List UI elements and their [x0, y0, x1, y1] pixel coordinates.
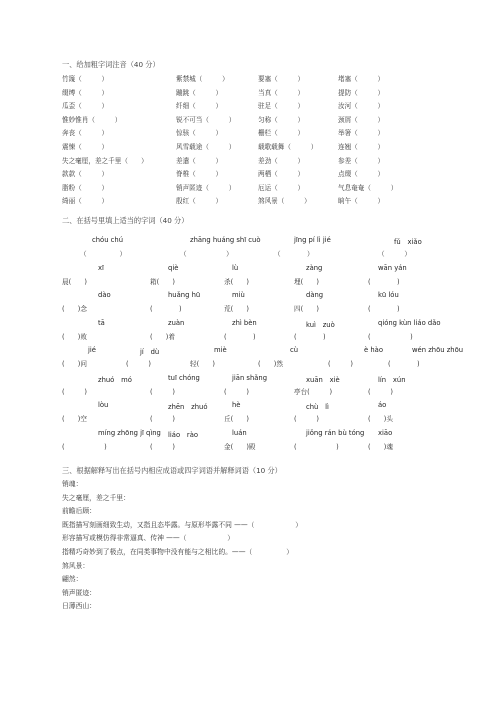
pinyin-item: zhāng huáng shī cuò: [190, 236, 261, 244]
blank-item[interactable]: ( ): [388, 360, 420, 368]
definition-line: 日薄西山：: [62, 602, 96, 611]
pinyin-item: chù lì: [306, 403, 329, 411]
blank-item[interactable]: ( )着: [150, 332, 175, 341]
blank-item[interactable]: （ ）: [180, 250, 233, 258]
definition-line: 指精巧奇妙到了极点，在同类事物中没有能与之相比的。——（ ）: [62, 548, 294, 556]
pinyin-item: lín xún: [378, 375, 406, 384]
pinyin-item: fǔ xiǎo: [394, 238, 422, 246]
pinyin-item: xī: [98, 263, 104, 272]
pinyin-item: cù: [290, 346, 299, 354]
pinyin-item: wān yán: [378, 263, 407, 272]
vocab-item: 晌午（ ）: [338, 197, 385, 206]
vocab-item: 紫禁城（ ）: [176, 75, 229, 83]
vocab-item: 绮丽（ ）: [62, 197, 109, 206]
pinyin-item: jí dù: [140, 348, 160, 356]
pinyin-item: tuī chóng: [168, 373, 200, 382]
definition-line: 失之毫厘，差之千里：: [62, 493, 130, 502]
vocab-item: 锐不可当（ ）: [176, 115, 236, 124]
blank-item[interactable]: ( ): [368, 277, 400, 286]
pinyin-item: zàng: [306, 263, 323, 272]
vocab-item: 参差（ ）: [338, 156, 385, 165]
pinyin-item: miù: [232, 291, 245, 299]
blank-item[interactable]: ( ): [62, 387, 87, 396]
vocab-item: 蹦跳（ ）: [176, 88, 223, 97]
pinyin-item: qiè: [168, 263, 179, 272]
pinyin-item: xiāo: [378, 428, 393, 437]
vocab-item: 差劲（ ）: [258, 156, 305, 165]
pinyin-item: liáo rào: [168, 430, 199, 439]
blank-item[interactable]: ( ): [294, 442, 339, 451]
vocab-item: 驻足（ ）: [258, 102, 305, 111]
section3-title: 三、根据解释写出在括号内相应成语或四字词语并解释词语（10 分）: [62, 466, 282, 475]
blank-item[interactable]: 埋( ): [294, 277, 319, 286]
pinyin-item: luán: [232, 428, 247, 437]
vocab-item: 点缀（ ）: [338, 170, 385, 179]
definition-line: 销声匿迹：: [62, 588, 96, 597]
blank-item[interactable]: 丘( ): [224, 415, 249, 423]
vocab-item: 当真（ ）: [258, 88, 305, 97]
pinyin-item: hè: [232, 401, 241, 409]
pinyin-item: zhì bèn: [232, 318, 257, 327]
vocab-item: 颈屑（ ）: [338, 115, 385, 124]
pinyin-item: miè: [214, 346, 227, 354]
blank-item[interactable]: ( ): [368, 387, 393, 396]
definition-line: 销魂：: [62, 480, 83, 488]
vocab-item: 瓜歪（ ）: [62, 102, 109, 111]
vocab-item: 脊椎（ ）: [176, 170, 223, 179]
vocab-item: 堵塞（ ）: [338, 75, 385, 83]
section2-title: 二、在括号里填上适当的字词（40 分）: [62, 216, 189, 225]
vocab-item: 气息奄奄（ ）: [338, 183, 398, 192]
pinyin-item: míng zhōng jī qìng: [98, 428, 161, 437]
vocab-item: 栅栏（ ）: [258, 129, 305, 138]
pinyin-item: xuān xiè: [306, 375, 340, 384]
vocab-item: 连翘（ ）: [338, 143, 385, 151]
vocab-item: 惟妙惟肖（ ）: [62, 115, 122, 124]
blank-item[interactable]: ( ): [150, 442, 175, 451]
blank-item[interactable]: ( ): [368, 332, 413, 341]
vocab-item: 缀缚（ ）: [62, 88, 109, 97]
pinyin-item: dàng: [306, 291, 324, 299]
vocab-item: 举箸（ ）: [338, 129, 385, 138]
vocab-item: 销声匿迹（ ）: [176, 183, 236, 192]
pinyin-item: jīng pí lì jié: [294, 236, 331, 244]
pinyin-item: zhēn zhuó: [168, 403, 208, 411]
vocab-item: 两栖（ ）: [258, 170, 305, 179]
blank-item[interactable]: （ ）: [378, 250, 411, 258]
vocab-item: 竹篾（ ）: [62, 75, 109, 83]
pinyin-item: kuì zuò: [306, 320, 335, 329]
pinyin-item: huǎng hū: [168, 291, 201, 299]
blank-item[interactable]: ( ): [126, 360, 151, 368]
blank-item[interactable]: ( ): [62, 442, 107, 451]
vocab-item: 汝河（ ）: [338, 102, 385, 111]
blank-item[interactable]: ( )魂: [368, 442, 393, 451]
pinyin-item: è hào: [364, 346, 383, 354]
pinyin-item: jiān shǎng: [232, 373, 268, 382]
vocab-item: 匀称（ ）: [258, 115, 305, 124]
vocab-item: 提防（ ）: [338, 88, 385, 97]
vocab-item: 惊骇（ ）: [176, 129, 223, 138]
blank-item[interactable]: ( ): [368, 305, 400, 313]
vocab-item: 厄运（ ）: [258, 183, 305, 192]
pinyin-item: jié: [88, 346, 96, 354]
blank-item[interactable]: ( ): [294, 415, 319, 423]
blank-item[interactable]: 四( ): [294, 305, 319, 313]
pinyin-item: dào: [98, 291, 111, 299]
blank-item[interactable]: ( ): [224, 332, 256, 341]
blank-item[interactable]: ( ): [150, 387, 175, 396]
vocab-item: 风雪载途（ ）: [176, 143, 236, 151]
pinyin-item: jiǒng rán bù tóng: [306, 428, 365, 437]
pinyin-item: chóu chú: [92, 236, 124, 244]
pinyin-item: tā: [98, 318, 105, 327]
vocab-item: 奔丧（ ）: [62, 129, 109, 138]
blank-item[interactable]: 亭台( ): [294, 387, 333, 396]
blank-item[interactable]: ( )问: [62, 360, 87, 368]
definition-line: 既指描写刻画细致生动，又指且态毕露。与原形毕露不同 ——（ ）: [62, 520, 303, 529]
blank-item[interactable]: 荒( ): [224, 305, 249, 313]
vocab-item: 煞风景（ ）: [258, 197, 311, 206]
pinyin-item: zhuó mó: [98, 375, 132, 384]
blank-item[interactable]: ( )败: [62, 332, 87, 341]
blank-item[interactable]: ( )念: [62, 305, 87, 313]
vocab-item: 殷红（ ）: [176, 197, 223, 206]
vocab-item: 要塞（ ）: [258, 75, 305, 83]
section1-title: 一、给加粗字词注音（40 分）: [62, 60, 160, 69]
pinyin-item: qióng kùn liáo dǎo: [378, 318, 441, 327]
definition-line: 形容描写或模仿得非常逼真、传神 ——（ ）: [62, 534, 235, 543]
vocab-item: 载歌载舞（ ）: [258, 143, 318, 151]
vocab-item: 震悚（ ）: [62, 143, 109, 151]
blank-item[interactable]: ( ): [150, 415, 175, 423]
definition-line: 翩然：: [62, 575, 83, 584]
pinyin-item: zuàn: [168, 318, 185, 327]
definition-line: 煞风景：: [62, 561, 90, 570]
blank-item[interactable]: ( )空: [62, 415, 87, 423]
blank-item[interactable]: ( ): [224, 387, 249, 396]
vocab-item: 差遣（ ）: [176, 156, 223, 165]
blank-item[interactable]: 杀( ): [224, 277, 249, 286]
blank-item[interactable]: ( )然: [258, 360, 283, 368]
blank-item[interactable]: （ ）: [80, 250, 127, 258]
blank-item[interactable]: ( ): [294, 332, 326, 341]
vocab-item: 脂粉（ ）: [62, 183, 109, 192]
blank-item[interactable]: 晨( ): [62, 277, 87, 286]
pinyin-item: lòu: [98, 401, 109, 409]
blank-item[interactable]: 箱( ): [150, 277, 175, 286]
vocab-item: 纤细（ ）: [176, 102, 223, 111]
pinyin-item: wén zhōu zhōu: [412, 346, 464, 354]
pinyin-item: lù: [232, 263, 239, 272]
vocab-item: 款款（ ）: [62, 170, 109, 179]
definition-line: 前瞻后顾：: [62, 507, 96, 516]
blank-item[interactable]: 金( )殿: [224, 442, 256, 451]
blank-item[interactable]: 轻( ): [190, 360, 215, 368]
vocab-item: 失之毫厘，差之千里（ ）: [62, 156, 148, 165]
pinyin-item: áo: [378, 401, 387, 409]
blank-item[interactable]: ( ): [150, 305, 182, 313]
blank-item[interactable]: （ ）: [274, 250, 314, 258]
pinyin-item: kū lóu: [378, 291, 399, 299]
blank-item[interactable]: ( ): [328, 360, 353, 368]
blank-item[interactable]: ( )头: [368, 415, 393, 423]
